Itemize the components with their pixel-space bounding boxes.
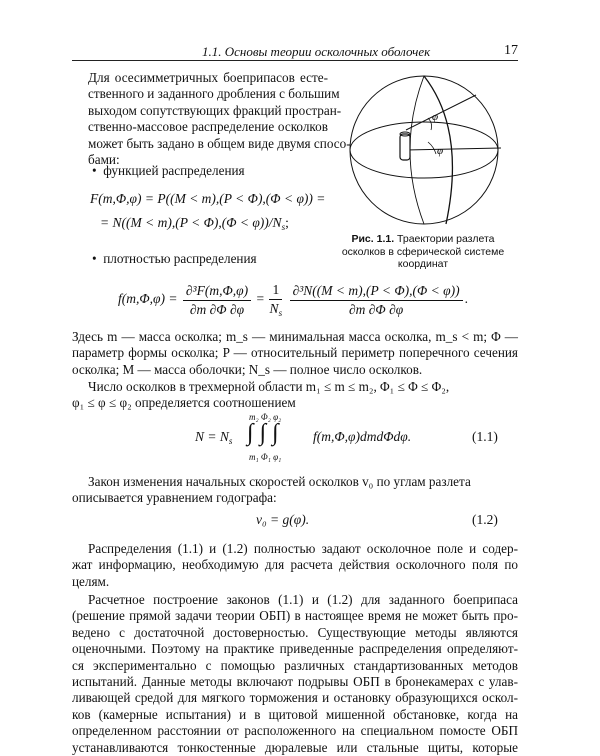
integral-lower-limits: m₁ Φ₁ φ₁ (249, 452, 282, 462)
formula-eq: = (256, 291, 265, 307)
bullet-dot: • (92, 163, 104, 178)
bullet-density (92, 251, 257, 267)
definitions-line: параметр формы осколка; P — относительный периметр поперечного сечения (72, 345, 518, 361)
den-sub: s (278, 308, 283, 318)
caption-text: Траектории разлета осколков в сферической системе координат (341, 233, 505, 270)
calculation-paragraph (72, 592, 518, 756)
intro-paragraph (88, 70, 351, 168)
integral-upper-limits: m₂ Φ₂ φ₂ (249, 412, 282, 422)
calc-line: ливающей средой для мягкого торможения и остановку образующихся оскол- (72, 690, 518, 706)
eq-lhs-text: N = N (195, 429, 229, 444)
fraction-denominator: ∂m ∂Φ ∂φ (189, 301, 245, 317)
dist-line: целям. (72, 573, 110, 589)
angle-arc (428, 142, 436, 154)
law-line: описывается уравнением годографа: (72, 490, 277, 506)
law-paragraph (72, 474, 518, 507)
fraction-denominator (269, 300, 282, 318)
fraction-numerator: ∂³F(m,Φ,φ) (183, 283, 251, 301)
fraction-numerator: 1 (269, 282, 282, 300)
calc-line: Расчетное построение законов (1.1) и (1.2) для заданного боеприпаса (88, 592, 518, 607)
formula-lhs: f(m,Φ,φ) = (118, 291, 178, 307)
fraction (269, 282, 282, 318)
definitions-line: Здесь m — масса осколка; m_s — минимальная масса осколка, m_s < m; Φ — (72, 329, 518, 344)
intro-line: ственно-массовое распределение осколков (88, 119, 328, 135)
equation-number: (1.1) (472, 429, 498, 444)
equation-1-2: v₀ = g(φ). (256, 512, 310, 527)
dist-line: Распределения (1.1) и (1.2) полностью задают осколочное поле и содер- (88, 541, 518, 556)
intro-line: Для осесимметричных боеприпасов есте- (88, 70, 328, 85)
formula-text: = N((M < m),(P < Φ),(Φ < φ))/N (100, 215, 282, 230)
equation-number: (1.2) (472, 512, 498, 527)
intro-line: бами: (88, 152, 120, 168)
running-header (72, 40, 518, 61)
page-number: 17 (504, 43, 518, 58)
equation-1-1 (195, 412, 412, 462)
integrand: f(m,Φ,φ)dmdΦdφ. (313, 429, 412, 444)
fraction-denominator: ∂m ∂Φ ∂φ (348, 301, 404, 317)
label-phi: φ (437, 145, 444, 157)
bullet-text: функцией распределения (103, 163, 245, 178)
sphere-figure (336, 70, 514, 230)
trajectory-ray (406, 148, 501, 150)
label-phi: φ (432, 111, 439, 123)
den-text: N (269, 301, 279, 316)
formula-distribution-line2 (100, 215, 289, 232)
intro-line: может быть задано в общем виде двумя спосо- (88, 135, 351, 151)
formula-distribution-line1: F(m,Φ,φ) = P((M < m),(P < Φ),(Φ < φ)) = (90, 191, 326, 206)
intro-line: ственного и заданного дробления с большим (88, 86, 340, 102)
distributions-paragraph (72, 541, 518, 590)
bullet-distribution-function (92, 163, 245, 179)
definitions-paragraph (72, 329, 518, 378)
caption-label: Рис. 1.1. (351, 233, 395, 245)
calc-line: ся экспериментально с помощью различных стандартизованных методов (72, 657, 518, 673)
eq-lhs-sub: s (228, 436, 233, 446)
bullet-dot: • (92, 251, 104, 266)
calc-line: ведено с достаточной достоверностью. Существующие методы являются (72, 624, 518, 640)
projectile-body (400, 134, 410, 160)
formula-subscript: s (281, 222, 286, 232)
calc-line: устанавливаются тонкостенные дюралевые или стальные щиты, которые (72, 739, 518, 755)
law-line: Закон изменения начальных скоростей осколков v₀ по углам разлета (88, 474, 471, 489)
count-line: Число осколков в трехмерной области m₁ ≤ m ≤ m₂, Φ₁ ≤ Φ ≤ Φ₂, (88, 379, 450, 394)
calc-line: определенном расстоянии от расположенного на специальном помосте ОБП (72, 723, 518, 739)
formula-density (118, 282, 468, 318)
figure-caption (338, 233, 508, 271)
header-title: 1.1. Основы теории осколочных оболочек (202, 44, 431, 59)
count-line: φ₁ ≤ φ ≤ φ₂ определяется соотношением (72, 395, 296, 411)
dist-line: жат информацию, необходимую для расчета действия осколочного поля по (72, 557, 518, 573)
fraction-numerator: ∂³N((M < m),(P < Φ),(Φ < φ)) (290, 283, 463, 301)
calc-line: (решение прямой задачи теории ОБП) в настоящее время не может быть про- (72, 608, 518, 624)
fraction (290, 283, 463, 318)
intro-line: выходом сопутствующих фракций простран- (88, 102, 342, 118)
bullet-text: плотностью распределения (103, 251, 257, 266)
eq-lhs (195, 429, 232, 446)
definitions-line: осколка; M — масса оболочки; N_s — полное число осколков. (72, 361, 423, 377)
triple-integral: ∫ ∫ ∫ (247, 420, 279, 446)
fraction (183, 283, 251, 318)
formula-end: . (464, 291, 468, 307)
calc-line: испытаний. Данные методы включают подрывы ОБП в бронекамерах с улав- (72, 674, 518, 690)
calc-line: оценочными. Поэтому на практике приведенные распределения определяют- (72, 641, 518, 657)
calc-line: ков (камерные испытания) и в щитовой мишенной обстановке, когда на (72, 706, 518, 722)
count-paragraph (72, 379, 518, 412)
formula-text: ; (285, 215, 289, 230)
